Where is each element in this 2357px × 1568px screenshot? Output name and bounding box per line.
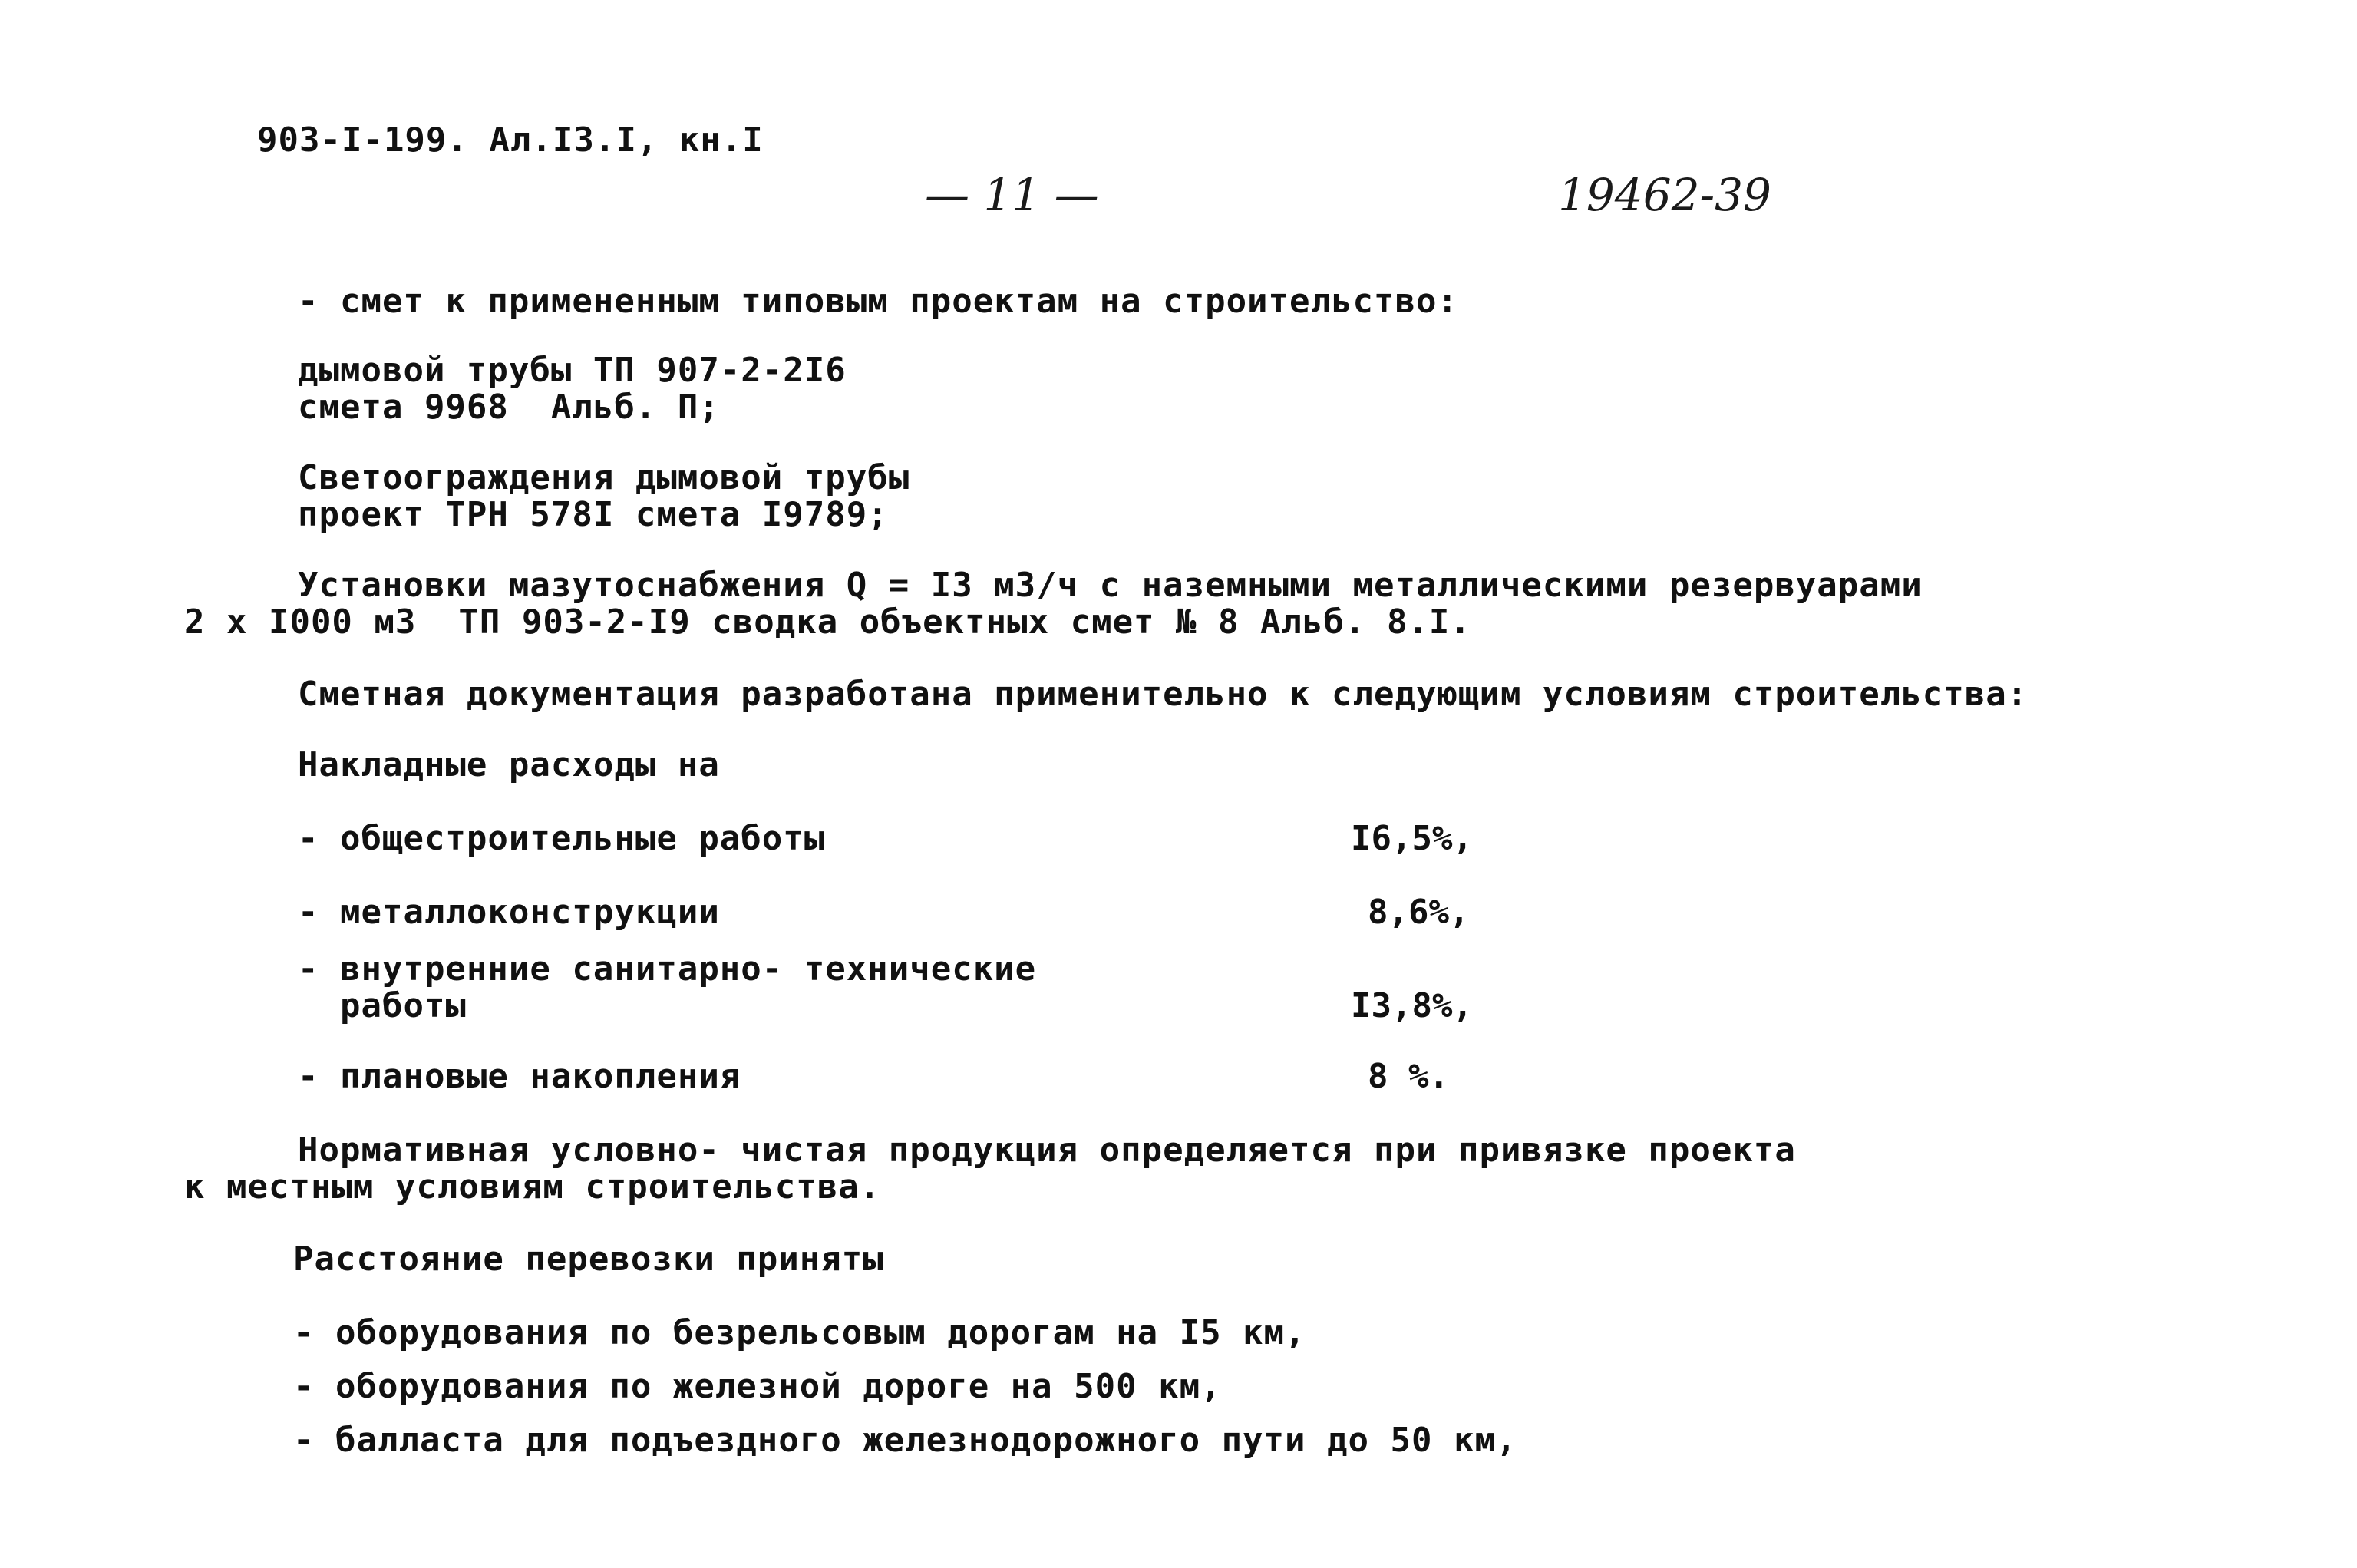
- distance-heading: Расстояние перевозки приняты: [293, 1240, 884, 1279]
- archive-number: 19462-39: [1558, 169, 1771, 221]
- rate-label-continued: работы: [298, 986, 467, 1025]
- distance-item: - оборудования по железной дороге на 500 км,: [293, 1367, 1222, 1406]
- fuel-oil-line-2: 2 х I000 м3 ТП 903-2-I9 сводка объектных смет № 8 Альб. 8.I.: [184, 602, 1471, 642]
- page-number: — 11 —: [925, 169, 1099, 221]
- rate-value: 8 %.: [1368, 1057, 1449, 1096]
- fuel-oil-line-1: Установки мазутоснабжения Q = I3 м3/ч с наземными металлическими резервуарами: [298, 566, 1923, 605]
- document-reference: 903-I-199. Ал.I3.I, кн.I: [257, 120, 764, 160]
- rate-value: I6,5%,: [1351, 819, 1473, 858]
- rate-value: I3,8%,: [1351, 986, 1473, 1025]
- rate-label: - внутренние санитарно- технические: [298, 949, 1037, 989]
- light-fencing-line-2: проект ТРН 578I смета I9789;: [298, 495, 889, 534]
- chimney-line-1: дымовой трубы ТП 907-2-2I6: [298, 351, 847, 390]
- overhead-heading: Накладные расходы на: [298, 745, 720, 784]
- normative-line-2: к местным условиям строительства.: [184, 1167, 881, 1207]
- intro-line: - смет к примененным типовым проектам на строительство:: [298, 282, 1458, 321]
- chimney-line-2: смета 9968 Альб. П;: [298, 388, 720, 427]
- normative-line-1: Нормативная условно- чистая продукция определяется при привязке проекта: [298, 1131, 1796, 1170]
- light-fencing-line-1: Светоограждения дымовой трубы: [298, 458, 910, 497]
- distance-item: - балласта для подъездного железнодорожного пути до 50 км,: [293, 1421, 1517, 1460]
- rate-value: 8,6%,: [1368, 893, 1470, 932]
- rate-label: - общестроительные работы: [298, 819, 826, 858]
- distance-item: - оборудования по безрельсовым дорогам на I5 км,: [293, 1313, 1306, 1352]
- conditions-line: Сметная документация разработана применительно к следующим условиям строительства:: [298, 675, 2029, 714]
- rate-label: - плановые накопления: [298, 1057, 741, 1096]
- rate-label: - металлоконструкции: [298, 893, 720, 932]
